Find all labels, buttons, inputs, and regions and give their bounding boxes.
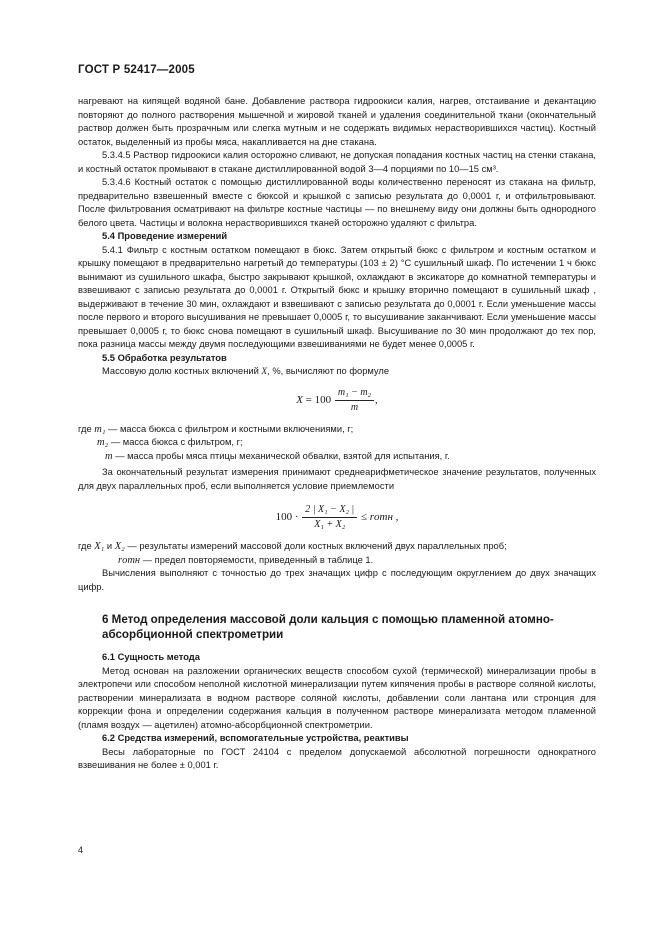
formula-denominator: m — [350, 401, 359, 413]
definition-m — [78, 450, 596, 464]
formula-lhs: X — [296, 393, 303, 406]
def-symbol: m₁ — [94, 423, 106, 435]
def-symbol: m — [105, 450, 113, 462]
def-symbol: rотн — [118, 554, 141, 566]
document-page — [78, 64, 596, 773]
intro-text: Массовую долю костных включений — [102, 366, 262, 376]
formula2-denominator: X₁ + X₂ — [314, 519, 346, 530]
formula-tail: , — [375, 393, 378, 406]
definition-m1 — [78, 423, 596, 437]
def-text: — предел повторяемости, приведенный в таблице 1. — [140, 554, 374, 565]
intro-text-tail: , %, вычисляют по формуле — [267, 366, 390, 376]
paragraph-5-5-rounding: Вычисления выполняют с точностью до трех значащих цифр с последующим округлением до двух значащих цифр. — [78, 568, 596, 592]
def-text: — масса пробы мяса птицы механической обвалки, взятой для испытания, г. — [112, 450, 450, 461]
formula2-lead: 100 · — [275, 511, 299, 524]
section-heading-6: 6 Метод определения массовой доли кальция с помощью пламенной атомно-абсорбционной спектрометрии — [102, 613, 554, 641]
section-heading-6-2: 6.2 Средства измерений, вспомогательные устройства, реактивы — [102, 733, 409, 743]
def-symbol: m₂ — [97, 437, 109, 448]
paragraph-continuation: нагревают на кипящей водяной бане. Добавление раствора гидроокиси калия, нагрев, отстаивание и декантацию повторяют до полного растворения мышечной и жировой тканей и удаления соединительной ткани (окончательный раствор должен быть прозрачным или слегка мутным и не содержать видимых нерастворившихся частиц). Костный остаток, выделенный из пробы мяса, накапливается на дне стакана. — [78, 96, 596, 147]
paragraph-5-3-4-5: 5.3.4.5 Раствор гидроокиси калия осторожно сливают, не допуская попадания костных частиц на стенки стакана, и костный остаток промывают в стакане дистиллированной водой 3—4 порциями по 10—15 см³. — [78, 150, 596, 174]
formula2-numerator: 2 | X₁ − X₂ | — [302, 503, 357, 518]
def-symbol: X₁ — [94, 541, 105, 552]
paragraph-6-1: Метод основан на разложении органических веществ способом сухой (термической) минерализации пробы в электропечи или способом неполной кислотной минерализации путем кипячения пробы в растворе соляной кислоты, растворении минерализата в водном растворе соляной кислоты, добавлении соли лантана или стронция для коррекции фона и определении содержания кальция в полученном растворе минерализата методом пламенной (пламя воздух — ацетилен) атомно-абсорбционной спектрометрии. — [78, 665, 596, 730]
document-header: ГОСТ Р 52417—2005 — [78, 64, 195, 76]
variable-x: X — [261, 367, 268, 377]
definition-x1-x2 — [78, 540, 596, 554]
def-text: — масса бюкса с фильтром, г; — [108, 437, 243, 447]
section-heading-5-4: 5.4 Проведение измерений — [102, 231, 228, 241]
def-symbol-2: X₂ — [114, 541, 125, 552]
def-prefix: где — [78, 423, 95, 434]
paragraph-5-5-acceptance: За окончательный результат измерения принимают среднеарифметическое значение результатов, полученных для двух параллельных проб, если выполняется условие приемлемости — [78, 467, 596, 491]
paragraph-5-3-4-6: 5.3.4.6 Костный остаток с помощью дистиллированной воды количественно переносят из стакана на фильтр, предварительно взвешенный вместе с бюксой и крышкой с записью результата до 0,0001 г, и отфильтровывают. После фильтрования осматривают на фильтре костные частицы — по внешнему виду они должны быть однородного белого цвета. Частицы и волокна нерастворившихся тканей осторожно удаляют с фильтра. — [78, 177, 596, 228]
formula-mass-fraction — [78, 386, 596, 415]
def-prefix: где — [78, 541, 95, 551]
section-heading-5-5: 5.5 Обработка результатов — [102, 352, 227, 363]
section-heading-6-1: 6.1 Сущность метода — [102, 652, 200, 662]
paragraph-5-5-intro — [78, 365, 596, 380]
definition-r-otn — [78, 554, 596, 568]
def-text: — результаты измерений массовой доли костных включений двух параллельных проб; — [124, 541, 507, 551]
def-mid: и — [104, 541, 115, 551]
formula-numerator: m₁ − m₂ — [335, 386, 374, 401]
paragraph-5-4-1: 5.4.1 Фильтр с костным остатком помещают в бюкс. Затем открытый бюкс с фильтром и костным остатком и крышку помещают в предварительно нагретый до температуры (103 ± 2) °С сушильный шкаф. По истечении 1 ч бюкс вынимают из сушильного шкафа, быстро закрывают крышкой, охлаждают в эксикаторе до комнатной температуры и взвешивают с записью результата до 0,0001 г. Открытый бюкс и крышку вторично помещают в сушильный шкаф , выдерживают в течение 30 мин, охлаждают и взвешивают с записью результата до 0,0001 г. Если уменьшение массы после первого и второго высушивания не превышает 0,0005 г, то высушивание заканчивают. Если уменьшение массы превышает 0,0005 г, то бюкс снова помещают в сушильный шкаф. Высушивание по 30 мин продолжают до тех пор, пока разница массы между двумя последующими взвешиваниями не будет менее 0,0005 г. — [78, 244, 596, 349]
formula2-fraction — [302, 503, 357, 532]
formula-fraction — [335, 386, 374, 415]
paragraph-6-2: Весы лабораторные по ГОСТ 24104 с пределом допускаемой абсолютной погрешности однократного взвешивания не более ± 0,001 г. — [78, 746, 596, 770]
formula2-tail: ≤ rотн , — [360, 511, 399, 524]
page-number: 4 — [78, 845, 84, 855]
formula-eq: = 100 — [305, 393, 332, 406]
def-text: — масса бюкса с фильтром и костными включениями, г; — [105, 423, 354, 434]
definition-m2 — [78, 436, 596, 450]
formula-acceptance — [78, 503, 596, 532]
